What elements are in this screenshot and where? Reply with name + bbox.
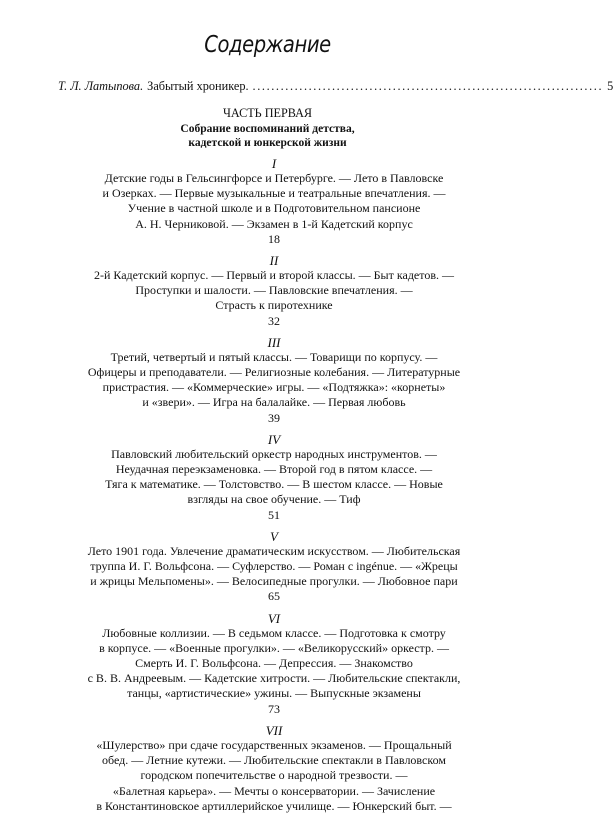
chapter-number: III [267,334,281,350]
chapter-summary-line: 2-й Кадетский корпус. — Первый и второй классы. — Быт кадетов. — [93,268,455,283]
chapter-entry [68,253,480,329]
chapter-page-number: 73 [268,701,280,716]
chapter-summary [68,171,480,232]
part-subtitle [0,122,535,150]
chapter-entry [68,611,480,717]
chapter-summary-line: пристрастия. — «Коммерческие» игры. — «Подтяжка»: «корнеты» [102,380,446,395]
part-title: ЧАСТЬ ПЕРВАЯ [222,106,313,120]
chapter-summary-line: Смерть И. Г. Вольфсона. — Депрессия. — Знакомство [135,656,413,671]
chapter-summary-line: Павловский любительский оркестр народных инструментов. — [111,446,437,461]
chapter-summary [68,447,480,508]
chapter-summary-line: Любовные коллизии. — В седьмом классе. — Подготовка к смотру [102,625,446,640]
chapter-entry [68,529,480,605]
chapter-summary [68,268,480,314]
chapter-summary-line: Неудачная переэкзаменовка. — Второй год в пятом классе. — [115,462,433,477]
chapter-number: VI [267,610,281,626]
chapter-summary [68,350,480,411]
chapter-page-number: 51 [268,507,280,522]
chapter-summary [68,738,480,814]
chapter-summary-line: Тяга к математике. — Толстовство. — В шестом классе. — Новые [105,477,443,492]
chapter-page-number: 39 [268,410,280,425]
chapter-summary-line: взгляды на свое обучение. — Тиф [187,492,361,507]
intro-page-number: 5 [607,79,613,93]
chapter-summary-line: Лето 1901 года. Увлечение драматическим искусством. — Любительская [87,543,461,558]
chapter-number: V [270,528,278,544]
chapter-summary-line: «Балетная карьера». — Мечты о консерватории. — Зачисление [112,783,436,798]
chapter-summary-line: и Озерках. — Первые музыкальные и театральные впечатления. — [102,186,446,201]
chapter-number: IV [267,431,281,447]
chapter-summary-line: «Шулерство» при сдаче государственных экзаменов. — Прощальный [96,737,452,752]
chapter-summary-line: Проступки и шалости. — Павловские впечатления. — [135,283,413,298]
chapter-summary [68,626,480,702]
chapter-summary-line: А. Н. Черниковой. — Экзамен в 1-й Кадетский корпус [135,216,413,231]
chapter-summary-line: с В. В. Андреевым. — Кадетские хитрости. — Любительские спектакли, [87,671,461,686]
chapter-page-number: 18 [268,231,280,246]
intro-title: Забытый хроникер. [147,79,249,93]
chapter-summary [68,544,480,590]
part-subtitle-line: кадетской и юнкерской жизни [188,137,347,149]
chapter-summary-line: танцы, «артистические» ужины. — Выпускные экзамены [127,686,421,701]
intro-entry [58,79,613,94]
chapter-summary-line: труппа И. Г. Вольфсона. — Суфлерство. — Роман с ingénue. — «Жрецы [90,559,458,574]
chapter-summary-line: в Константиновское артиллерийское училище. — Юнкерский быт. — [96,798,452,813]
part-subtitle-line: Собрание воспоминаний детства, [180,123,355,135]
chapter-entry [68,723,480,814]
chapter-entry [68,335,480,426]
chapter-page-number: 65 [268,589,280,604]
chapter-summary-line: и жрицы Мельпомены». — Велосипедные прогулки. — Любовное пари [90,574,458,589]
chapter-list [68,156,480,820]
chapter-summary-line: в корпусе. — «Военные прогулки». — «Великорусский» оркестр. — [99,640,449,655]
chapter-summary-line: городском попечительстве о народной трезвости. — [140,768,408,783]
chapter-summary-line: Детские годы в Гельсингфорсе и Петербурге. — Лето в Павловске [104,171,444,185]
part-header [0,106,535,150]
chapter-summary-line: Третий, четвертый и пятый классы. — Товарищи по корпусу. — [110,349,438,364]
chapter-summary-line: Офицеры и преподаватели. — Религиозные колебания. — Литературные [87,365,461,380]
chapter-summary-line: Страсть к пиротехнике [215,298,333,313]
chapter-number: VII [265,722,283,738]
chapter-number: II [269,253,279,269]
chapter-entry [68,156,480,247]
contents-heading: Содержание [204,32,331,58]
chapter-page-number: 32 [268,313,280,328]
intro-author: Т. Л. Латыпова. [58,79,144,93]
chapter-entry [68,432,480,523]
chapter-summary-line: обед. — Летние кутежи. — Любительские спектакли в Павловском [102,753,446,768]
chapter-number: I [271,156,277,171]
leader-dots: ........................................................................... [252,79,604,93]
chapter-summary-line: и «звери». — Игра на балалайке. — Первая любовь [142,395,406,410]
chapter-summary-line: Учение в частной школе и в Подготовительном пансионе [127,201,421,216]
